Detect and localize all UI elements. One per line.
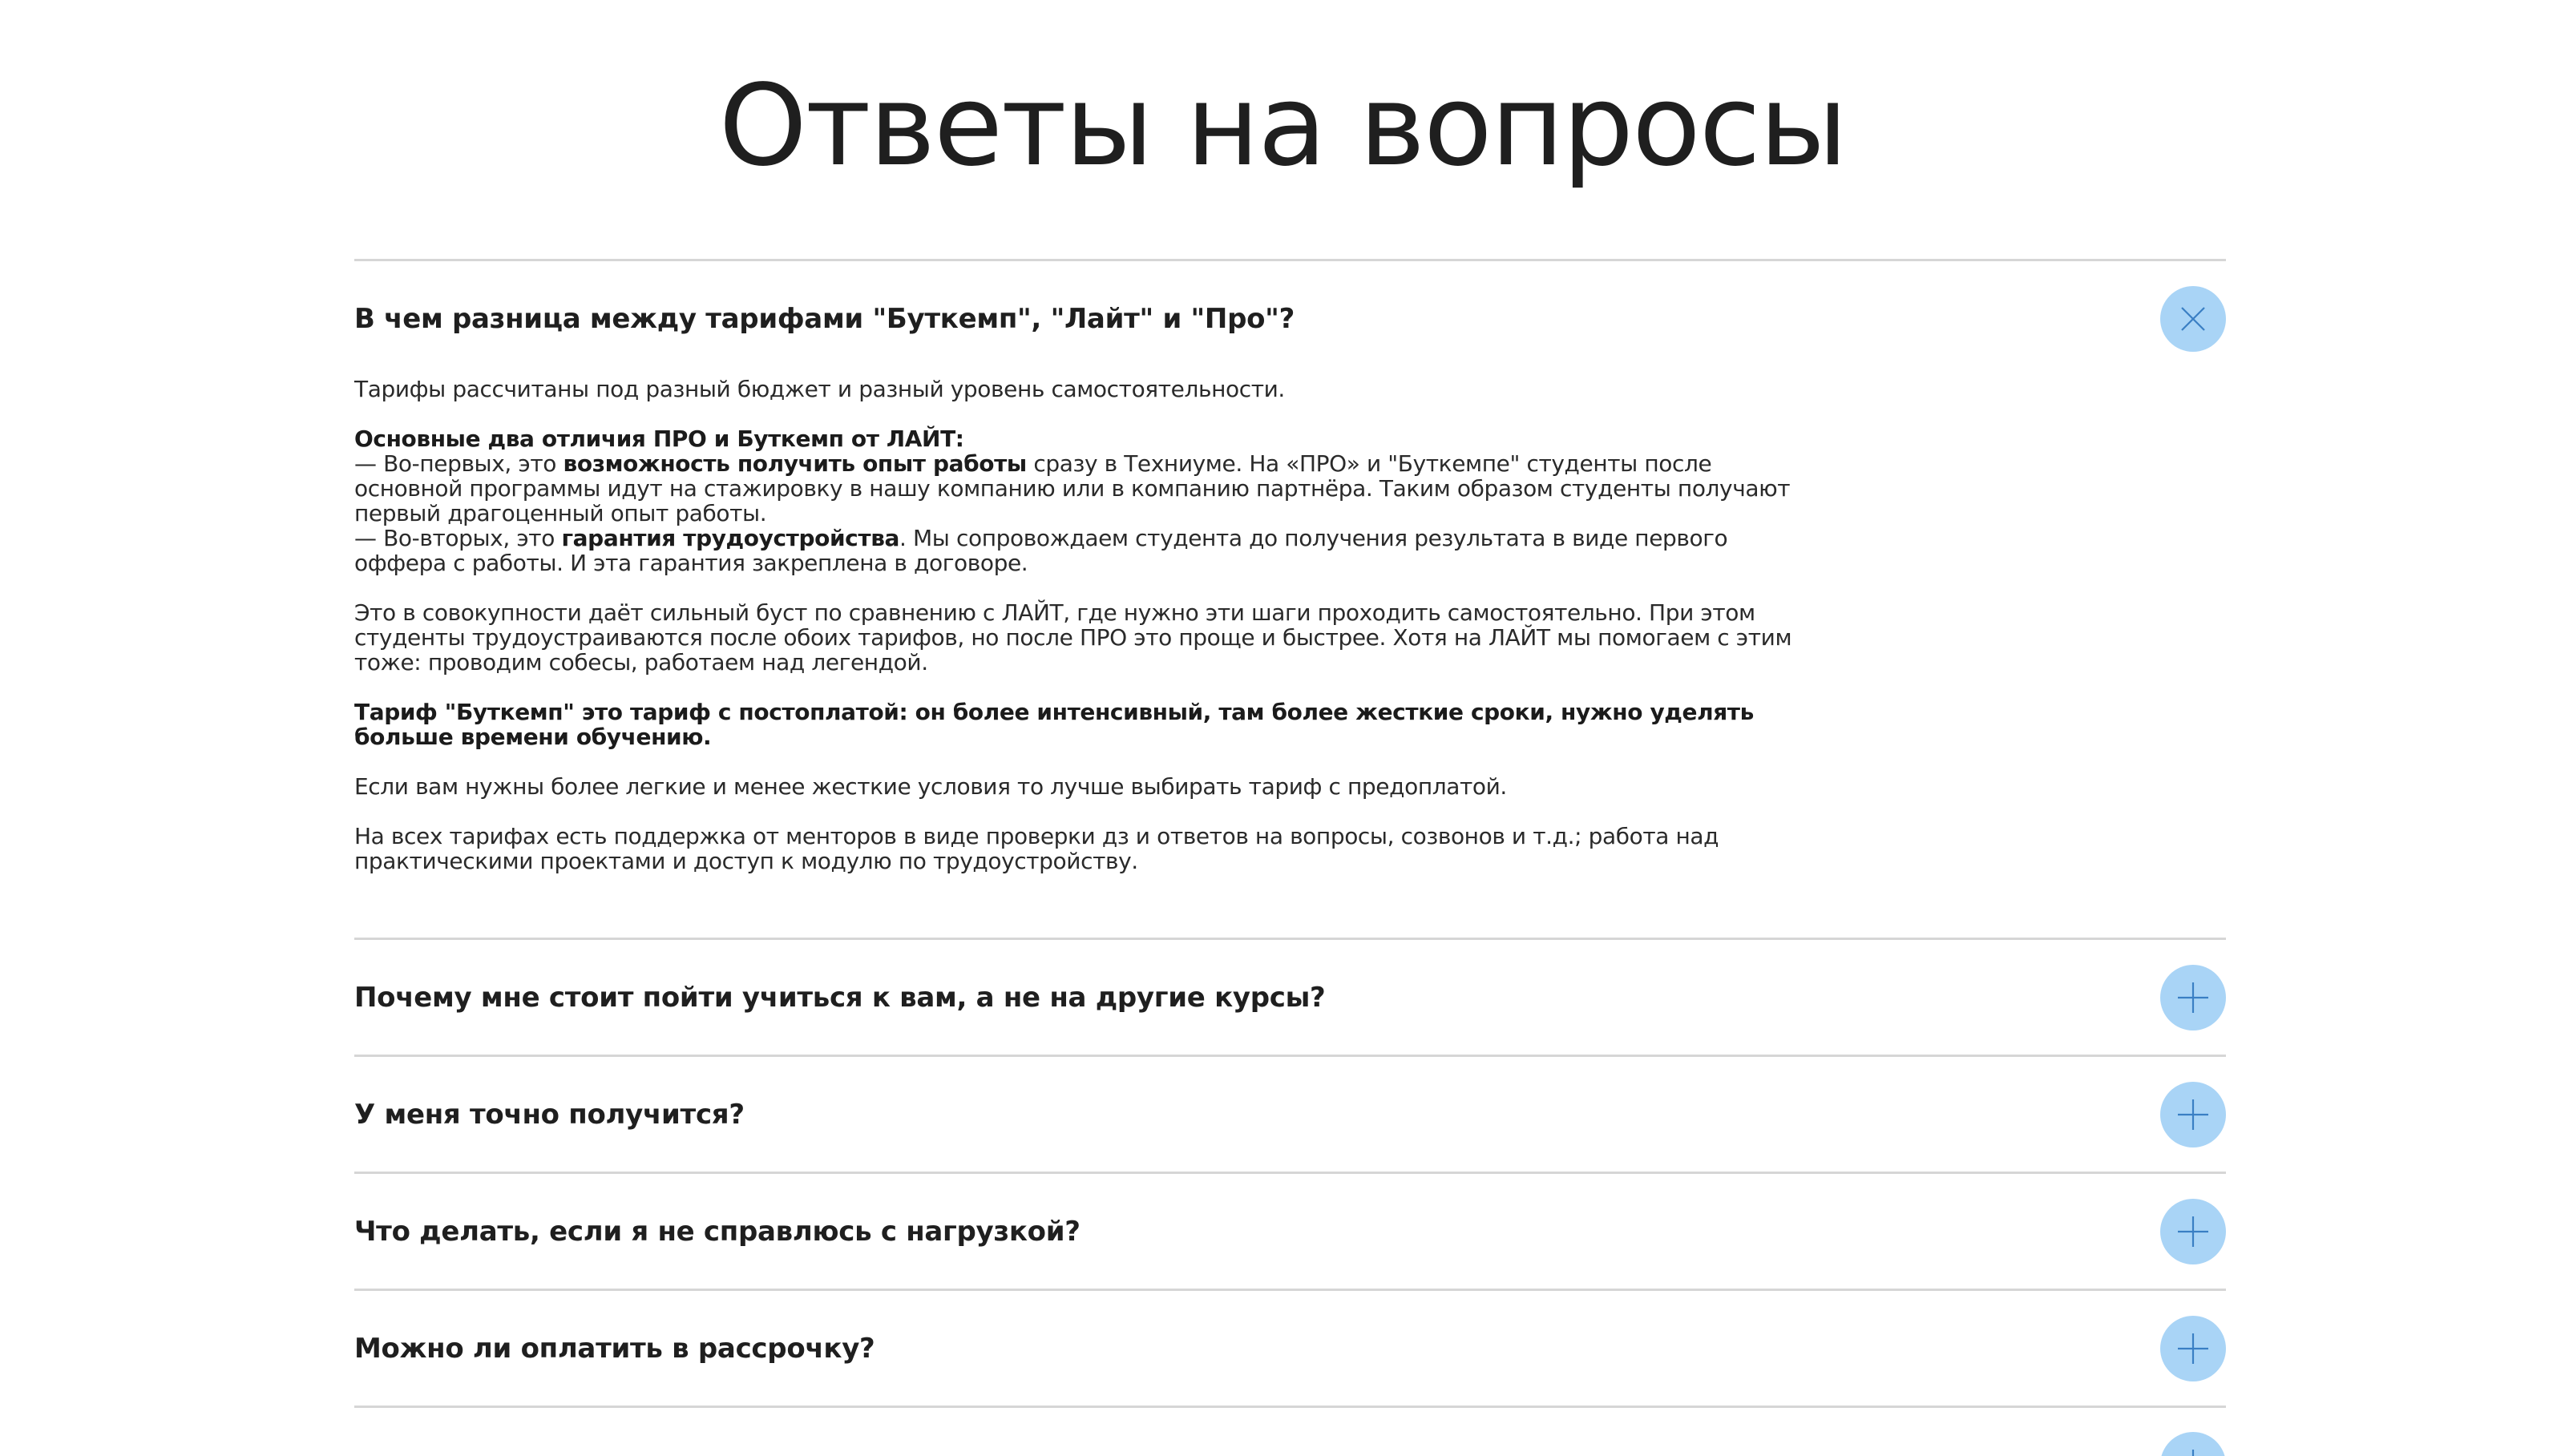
faq-item-header[interactable] bbox=[354, 1408, 2226, 1456]
answer-text: сразу в Техниуме. На «ПРО» и "Буткемпе" студенты после основной программы идут на стажировку в нашу компанию или в компанию партнёра. Таким образом студенты получают первый драгоценный опыт работы. bbox=[354, 450, 1791, 526]
faq-toggle-button[interactable] bbox=[2160, 1082, 2226, 1147]
faq-list bbox=[354, 259, 2226, 1456]
answer-text: . Мы сопровождаем студента до получения результата в виде первого оффера с работы. И эта гарантия закреплена в договоре. bbox=[354, 525, 1728, 576]
answer-paragraph bbox=[354, 426, 1813, 575]
plus-icon bbox=[2174, 1446, 2212, 1456]
faq-question: У меня точно получится? bbox=[354, 1098, 745, 1131]
answer-emphasis: Тариф "Буткемп" это тариф с постоплатой: он более интенсивный, там более жесткие сроки, нужно уделять больше времени обучению. bbox=[354, 699, 1754, 750]
page-title: Ответы на вопросы bbox=[718, 61, 1847, 192]
answer-paragraph bbox=[354, 700, 1813, 749]
faq-item-header[interactable] bbox=[354, 940, 2226, 1055]
faq-question: Что делать, если я не справлюсь с нагрузкой? bbox=[354, 1215, 1081, 1248]
answer-text: — Во-вторых, это bbox=[354, 525, 562, 551]
faq-item-header[interactable] bbox=[354, 1174, 2226, 1289]
faq-item bbox=[354, 259, 2226, 938]
faq-item-header[interactable] bbox=[354, 261, 2226, 377]
answer-emphasis: гарантия трудоустройства bbox=[561, 525, 900, 551]
faq-question: Почему мне стоит пойти учиться к вам, а не на другие курсы? bbox=[354, 981, 1326, 1014]
faq-toggle-button[interactable] bbox=[2160, 1432, 2226, 1456]
plus-icon bbox=[2174, 978, 2212, 1017]
faq-item-header[interactable] bbox=[354, 1057, 2226, 1172]
faq-item bbox=[354, 938, 2226, 1055]
faq-toggle-button[interactable] bbox=[2160, 965, 2226, 1030]
plus-icon bbox=[2174, 1212, 2212, 1251]
plus-icon bbox=[2174, 1095, 2212, 1134]
answer-text: — Во-первых, это bbox=[354, 450, 563, 477]
answer-heading: Основные два отличия ПРО и Буткемп от ЛАЙТ: bbox=[354, 426, 964, 452]
faq-question: Можно ли оплатить в рассрочку? bbox=[354, 1332, 875, 1365]
faq-toggle-button[interactable] bbox=[2160, 286, 2226, 352]
close-icon bbox=[2174, 300, 2212, 338]
faq-toggle-button[interactable] bbox=[2160, 1316, 2226, 1381]
faq-answer bbox=[354, 377, 1813, 938]
answer-emphasis: возможность получить опыт работы bbox=[563, 450, 1027, 477]
faq-item bbox=[354, 1055, 2226, 1172]
faq-item bbox=[354, 1406, 2226, 1456]
plus-icon bbox=[2174, 1329, 2212, 1368]
faq-question: В чем разница между тарифами "Буткемп", "Лайт" и "Про"? bbox=[354, 303, 1295, 335]
faq-item-header[interactable] bbox=[354, 1291, 2226, 1406]
faq-item bbox=[354, 1172, 2226, 1289]
faq-item bbox=[354, 1289, 2226, 1406]
answer-paragraph: Если вам нужны более легкие и менее жесткие условия то лучше выбирать тариф с предоплатой. bbox=[354, 773, 1507, 800]
answer-paragraph: На всех тарифах есть поддержка от менторов в виде проверки дз и ответов на вопросы, созвонов и т.д.; работа над практическими проектами и доступ к модулю по трудоустройству. bbox=[354, 823, 1719, 874]
faq-toggle-button[interactable] bbox=[2160, 1199, 2226, 1264]
answer-paragraph: Тарифы рассчитаны под разный бюджет и разный уровень самостоятельности. bbox=[354, 376, 1285, 402]
answer-paragraph: Это в совокупности даёт сильный буст по сравнению с ЛАЙТ, где нужно эти шаги проходить самостоятельно. При этом студенты трудоустраиваются после обоих тарифов, но после ПРО это проще и быстрее. Хотя на ЛАЙТ мы помогаем с этим тоже: проводим собесы, работаем над легендой. bbox=[354, 599, 1792, 676]
